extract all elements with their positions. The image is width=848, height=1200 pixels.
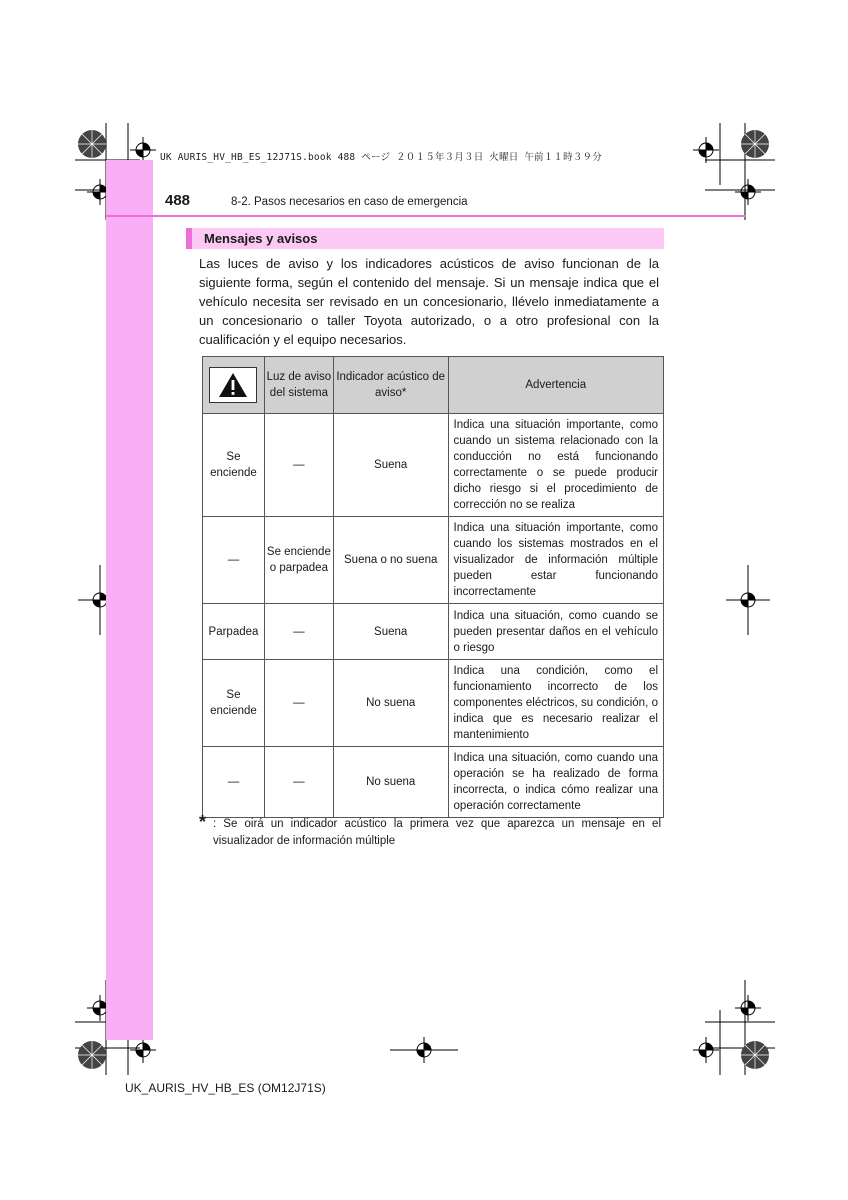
header-system-light: Luz de aviso del sistema: [264, 357, 333, 414]
warning-triangle-icon: [209, 367, 257, 403]
cell-col2: —: [264, 604, 333, 660]
header-advertencia: Advertencia: [448, 357, 663, 414]
heading-title: Mensajes y avisos: [204, 231, 318, 246]
cell-col1: —: [203, 517, 265, 604]
intro-paragraph: Las luces de aviso y los indicadores acústicos de aviso funcionan de la siguiente forma, según el contenido del mensaje. Si un mensaje indica que el vehículo necesita ser revisado en un concesionario, llévelo inmediatamente a un concesionario o taller Toyota autorizado, o a otro profesional con la cualificación y el equipo necesarios.: [199, 256, 659, 347]
cell-col3: Suena o no suena: [333, 517, 448, 604]
cell-col3: Suena: [333, 414, 448, 517]
footnote: [199, 812, 661, 850]
header-acoustic-indicator: Indicador acústico de aviso*: [333, 357, 448, 414]
table-row: [203, 604, 664, 660]
cell-col3: No suena: [333, 747, 448, 818]
cell-advice: Indica una situación importante, como cuando los sistemas mostrados en el visualizador de información múltiple pueden estar funcionando incorrectamente: [448, 517, 663, 604]
table-row: [203, 747, 664, 818]
table-row: [203, 517, 664, 604]
cell-advice: Indica una situación importante, como cuando un sistema relacionado con la conducción no está funcionando correctamente o se puede producir dicho riesgo si el procedimiento de corrección no se realiza: [448, 414, 663, 517]
page-number: 488: [165, 192, 191, 209]
footnote-mark: *: [199, 812, 207, 832]
cell-advice: Indica una situación, como cuando una operación se ha realizado de forma incorrecta, o indica cómo realizar una operación correctamente: [448, 747, 663, 818]
cell-col1: Parpadea: [203, 604, 265, 660]
cell-advice: Indica una condición, como el funcionamiento incorrecto de los componentes eléctricos, su condición, o indica que es necesario realizar el mantenimiento: [448, 660, 663, 747]
warning-table: [202, 356, 664, 818]
table-header-row: [203, 357, 664, 414]
document-code: UK_AURIS_HV_HB_ES (OM12J71S): [125, 1081, 326, 1095]
cell-col3: No suena: [333, 660, 448, 747]
table-row: [203, 414, 664, 517]
table-row: [203, 660, 664, 747]
chapter-tab-bar: [106, 160, 153, 1040]
print-info: UK AURIS_HV_HB_ES_12J71S.book 488 ページ ２０１５年３月３日 火曜日 午前１１時３９分: [160, 152, 602, 163]
cell-col2: —: [264, 747, 333, 818]
cell-col2: —: [264, 660, 333, 747]
footnote-text: : Se oirá un indicador acústico la primera vez que aparezca un mensaje en el visualizador de información múltiple: [213, 818, 661, 847]
cell-advice: Indica una situación, como cuando se pueden presentar daños en el vehículo o riesgo: [448, 604, 663, 660]
header-icon-cell: [203, 357, 265, 414]
cell-col2: —: [264, 414, 333, 517]
heading-box: [186, 228, 664, 249]
cell-col3: Suena: [333, 604, 448, 660]
header-rule: [106, 215, 746, 217]
section-title: 8-2. Pasos necesarios en caso de emergencia: [231, 196, 468, 208]
cell-col1: Se enciende: [203, 414, 265, 517]
cell-col1: Se enciende: [203, 660, 265, 747]
cell-col2: Se enciende o parpadea: [264, 517, 333, 604]
cell-col1: —: [203, 747, 265, 818]
